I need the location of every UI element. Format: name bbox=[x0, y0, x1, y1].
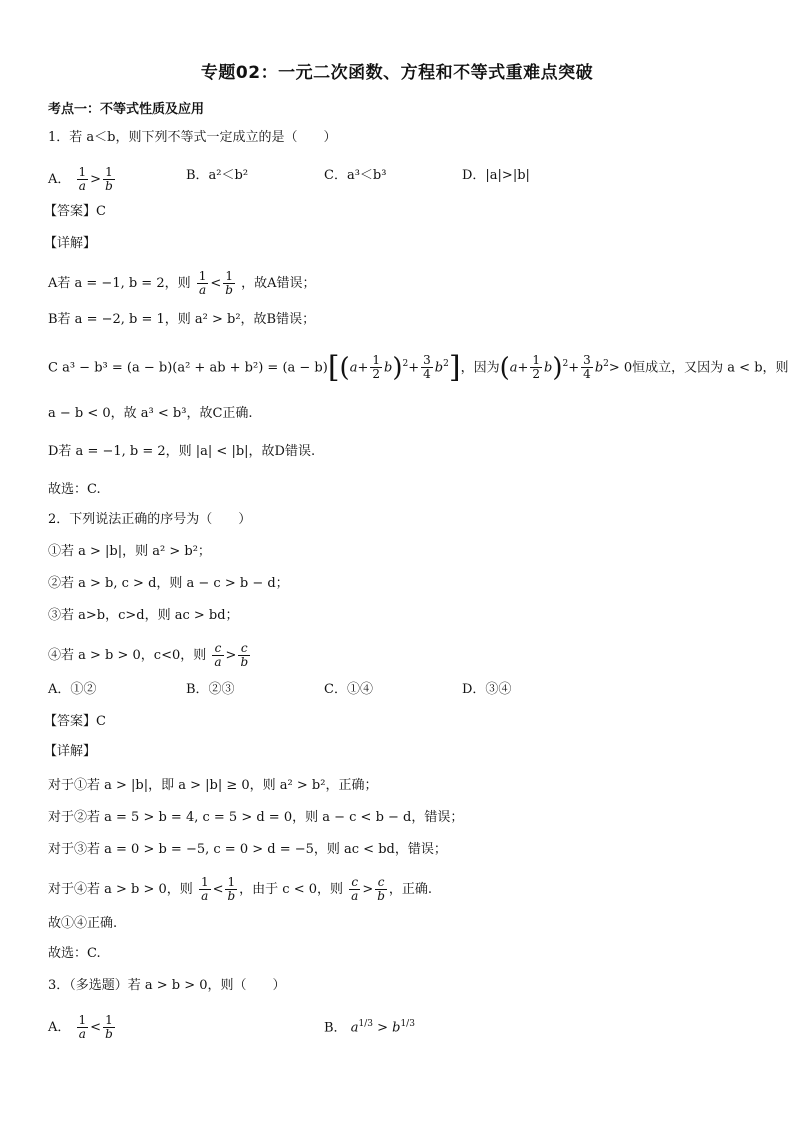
q2-option-d: D．③④ bbox=[462, 682, 512, 697]
q2-option-b: B．②③ bbox=[186, 682, 235, 697]
q2-statement-2: ②若 a > b, c > d，则 a − c > b − d； bbox=[48, 576, 289, 591]
q2-option-a: A．①② bbox=[48, 682, 97, 697]
q1-detail-c-cont: a − b < 0，故 a³ < b³，故C正确. bbox=[48, 406, 253, 421]
q1-option-b: B．a²＜b² bbox=[186, 168, 249, 183]
section-heading: 考点一：不等式性质及应用 bbox=[48, 102, 205, 117]
page-title: 专题02：一元二次函数、方程和不等式重难点突破 bbox=[200, 63, 594, 83]
q2-stem: 2．下列说法正确的序号为（ ） bbox=[48, 512, 252, 527]
q1-detail-heading: 【详解】 bbox=[44, 236, 97, 251]
q2-statement-3: ③若 a>b，c>d，则 ac > bd； bbox=[48, 608, 239, 623]
q2-detail-heading: 【详解】 bbox=[44, 744, 97, 759]
q1-detail-b: B若 a = −2, b = 1，则 a² > b²，故B错误； bbox=[48, 312, 316, 327]
q3-option-a: A． $\frac{1}{a}$ < $\frac{1}{b}$ bbox=[48, 1013, 113, 1041]
q2-statement-1: ①若 a > |b|，则 a² > b²； bbox=[48, 544, 211, 559]
q1-detail-d: D若 a = −1, b = 2，则 |a| < |b|，故D错误. bbox=[48, 444, 316, 459]
q1-option-d: D．|a|>|b| bbox=[462, 168, 530, 183]
q1-detail-a: A若 a = −1, b = 2，则 $\frac{1}{a}$ < $\frac{1}{b}$ ，故A错误； bbox=[48, 269, 316, 297]
q2-explain-1: 对于①若 a > |b|，即 a > |b| ≥ 0，则 a² > b²，正确； bbox=[48, 778, 378, 793]
q1-answer: 【答案】C bbox=[44, 204, 106, 219]
q1-option-a: A． $\frac{1}{a}$ > $\frac{1}{b}$ bbox=[48, 165, 113, 193]
q1-stem: 1．若 a＜b，则下列不等式一定成立的是（ ） bbox=[48, 130, 337, 145]
q3-option-b: B． $a^{1/3} > b^{1/3}$ bbox=[324, 1019, 415, 1036]
q2-choose: 故选：C. bbox=[48, 946, 101, 961]
q2-statement-4: ④若 a > b > 0，c<0，则 $\frac{c}{a}$ > $\frac{c}{b}$ bbox=[48, 641, 249, 669]
q2-conclusion: 故①④正确. bbox=[48, 916, 118, 931]
q2-answer: 【答案】C bbox=[44, 714, 106, 729]
q1-option-c: C．a³＜b³ bbox=[324, 168, 387, 183]
q2-explain-4: 对于④若 a > b > 0，则 $\frac{1}{a}$ < $\frac{1}{b}$ ，由于 c < 0，则 $\frac{c}{a}$ > $\frac{c}{b}$ ，正确. bbox=[48, 875, 433, 903]
q1-detail-c: C a³ − b³ = (a − b)(a² + ab + b²) = (a − b)[(a+ $\frac{1}{2}$ b)$^2$+ $\frac{3}{4}$ $b^2$]，因为(a+ $\frac{1}{2}$ b)$^2$+ $\frac{3}{4}$ $b^2> 0$恒成立，又因为 a < b，则 bbox=[48, 349, 789, 385]
q3-stem: 3．（多选题）若 a > b > 0，则（ ） bbox=[48, 978, 286, 993]
q1-choose: 故选：C. bbox=[48, 482, 101, 497]
q2-explain-3: 对于③若 a = 0 > b = −5, c = 0 > d = −5，则 ac < bd，错误； bbox=[48, 842, 447, 857]
q2-option-c: C．①④ bbox=[324, 682, 373, 697]
q2-explain-2: 对于②若 a = 5 > b = 4, c = 5 > d = 0，则 a − c < b − d，错误； bbox=[48, 810, 464, 825]
